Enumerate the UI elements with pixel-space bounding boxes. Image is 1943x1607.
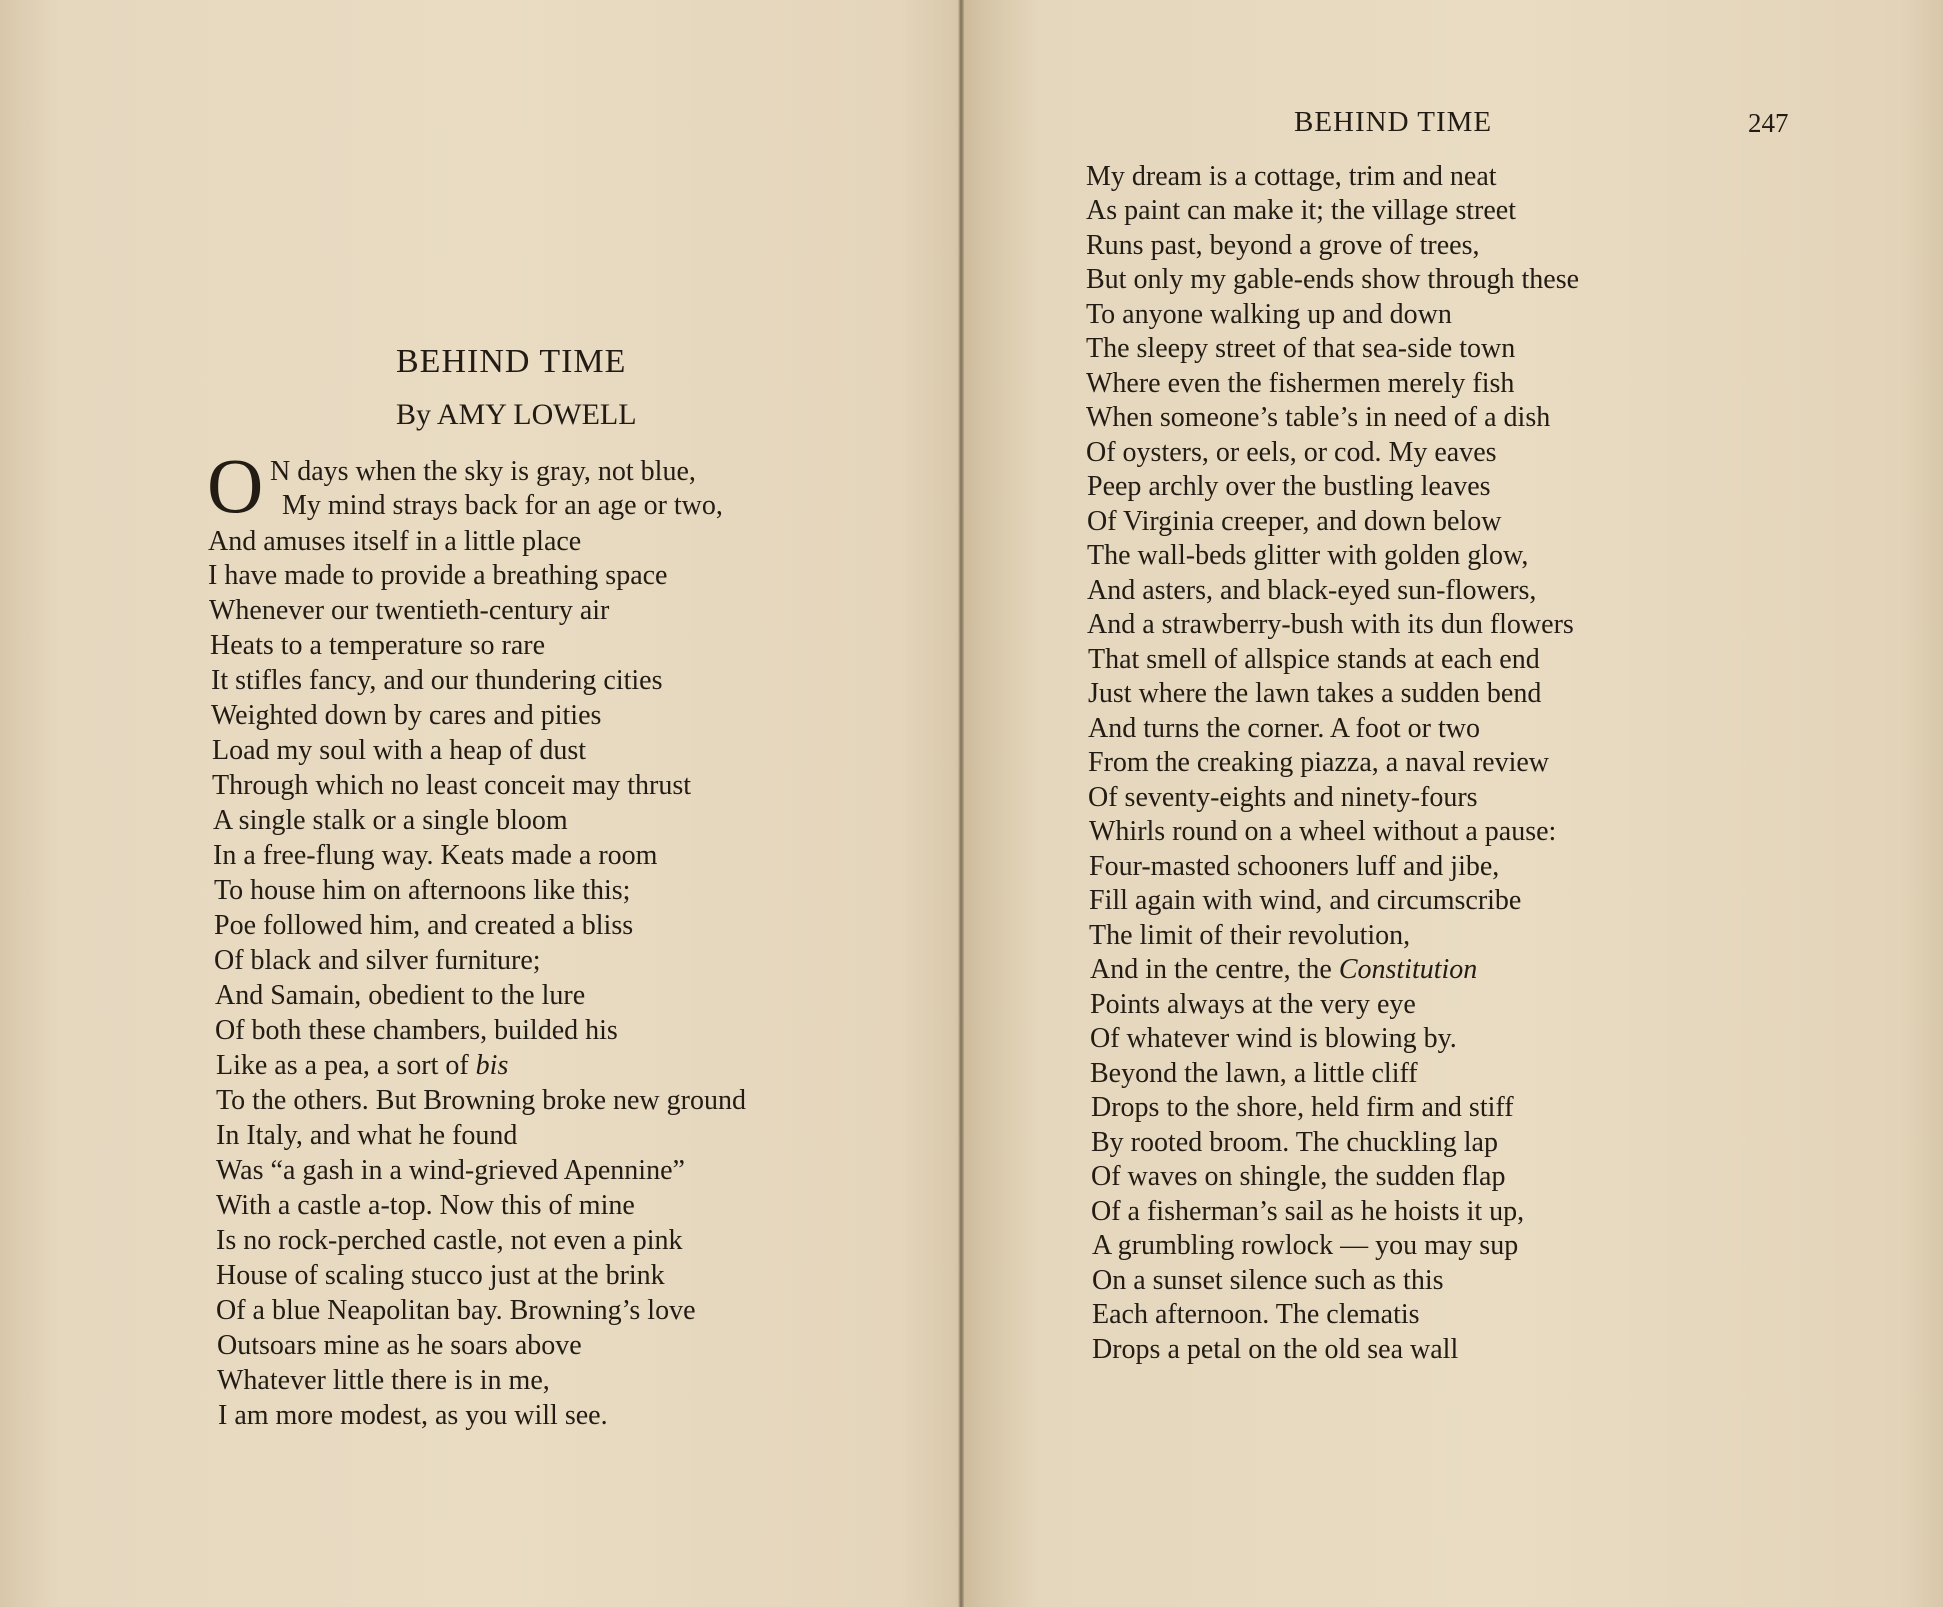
poem-line: Poe followed him, and created a bliss <box>214 910 634 941</box>
poem-line: But only my gable-ends show through these <box>1086 264 1580 295</box>
poem-line: Of waves on shingle, the sudden flap <box>1091 1161 1506 1192</box>
poem-line: My mind strays back for an age or two, <box>282 490 723 521</box>
poem-line: It stifles fancy, and our thundering cities <box>211 665 663 696</box>
poem-line: In a free-flung way. Keats made a room <box>213 840 658 871</box>
poem-line-with-italic <box>1090 953 1477 987</box>
poem-line: House of scaling stucco just at the brink <box>216 1260 665 1291</box>
poem-line-text: Like as a pea, a sort of <box>216 1050 476 1081</box>
poem-line: That smell of allspice stands at each end <box>1088 644 1540 675</box>
poem-line: Was “a gash in a wind-grieved Apennine” <box>216 1155 685 1186</box>
poem-line: Just where the lawn takes a sudden bend <box>1088 678 1542 709</box>
poem-line: And amuses itself in a little place <box>208 526 582 557</box>
poem-line: Peep archly over the bustling leaves <box>1087 471 1491 502</box>
poem-line: Points always at the very eye <box>1090 989 1416 1020</box>
poem-line: Is no rock-perched castle, not even a pink <box>216 1225 683 1256</box>
poem-line: The wall-beds glitter with golden glow, <box>1087 540 1529 571</box>
poem-line-with-italic <box>216 1049 508 1083</box>
poem-line: Through which no least conceit may thrust <box>212 770 691 801</box>
poem-line: A grumbling rowlock — you may sup <box>1092 1230 1519 1261</box>
poem-line: I have made to provide a breathing space <box>208 560 668 591</box>
italic-word-constitution: Constitution <box>1338 954 1478 985</box>
left-poem-lines <box>208 455 908 1435</box>
poem-line: Of both these chambers, builded his <box>215 1015 618 1046</box>
poem-line: Heats to a temperature so rare <box>210 630 546 661</box>
poem-line: Whirls round on a wheel without a pause: <box>1089 816 1557 847</box>
poem-byline <box>396 398 637 432</box>
poem-line: And asters, and black-eyed sun-flowers, <box>1087 575 1537 606</box>
poem-line: To the others. But Browning broke new ground <box>216 1085 746 1116</box>
poem-line: Each afternoon. The clematis <box>1092 1299 1420 1330</box>
poem-line: With a castle a-top. Now this of mine <box>216 1190 635 1221</box>
poem-line: Whatever little there is in me, <box>217 1365 550 1396</box>
poem-line: The limit of their revolution, <box>1089 920 1411 951</box>
poem-line: Beyond the lawn, a little cliff <box>1090 1058 1418 1089</box>
poem-line: I am more modest, as you will see. <box>218 1400 608 1431</box>
poem-line: Of whatever wind is blowing by. <box>1090 1023 1457 1054</box>
poem-line: A single stalk or a single bloom <box>213 805 568 836</box>
poem-line: When someone’s table’s in need of a dish <box>1086 402 1551 433</box>
poem-line: Where even the fishermen merely fish <box>1086 368 1515 399</box>
poem-line: By rooted broom. The chuckling lap <box>1091 1127 1498 1158</box>
poem-line: Of black and silver furniture; <box>214 945 541 976</box>
poem-line: N days when the sky is gray, not blue, <box>270 456 696 487</box>
poem-line-text: And in the centre, the <box>1090 954 1339 985</box>
poem-line: Of oysters, or eels, or cod. My eaves <box>1086 437 1497 468</box>
poem-line: From the creaking piazza, a naval review <box>1088 747 1550 778</box>
poem-line: And a strawberry-bush with its dun flowers <box>1087 609 1574 640</box>
poem-line: And turns the corner. A foot or two <box>1088 713 1480 744</box>
poem-line: Of a fisherman’s sail as he hoists it up, <box>1091 1196 1525 1227</box>
italic-word-bis: bis <box>475 1050 509 1081</box>
poem-line: Of seventy-eights and ninety-fours <box>1088 782 1478 813</box>
poem-line: As paint can make it; the village street <box>1086 195 1516 226</box>
poem-line: My dream is a cottage, trim and neat <box>1086 161 1497 192</box>
poem-line: Load my soul with a heap of dust <box>212 735 587 766</box>
poem-line: Drops a petal on the old sea wall <box>1092 1334 1459 1365</box>
byline-prefix-text: By <box>396 398 432 431</box>
page-number: 247 <box>1748 108 1789 138</box>
poem-line: To anyone walking up and down <box>1086 299 1452 330</box>
poem-line: Whenever our twentieth-century air <box>209 595 610 626</box>
running-head: BEHIND TIME <box>1294 106 1493 138</box>
poem-line: On a sunset silence such as this <box>1092 1265 1444 1296</box>
poem-line: Of a blue Neapolitan bay. Browning’s love <box>216 1295 696 1326</box>
poem-line: Four-masted schooners luff and jibe, <box>1089 851 1500 882</box>
poem-line: To house him on afternoons like this; <box>214 875 631 906</box>
poem-line: Drops to the shore, held firm and stiff <box>1091 1092 1514 1123</box>
poem-line: Of Virginia creeper, and down below <box>1087 506 1502 537</box>
poem-line: And Samain, obedient to the lure <box>215 980 586 1011</box>
byline-author: AMY LOWELL <box>436 398 637 431</box>
poem-line: Outsoars mine as he soars above <box>217 1330 582 1361</box>
poem-title: BEHIND TIME <box>396 343 627 380</box>
right-poem-lines <box>1086 160 1906 1380</box>
drop-cap: O <box>207 442 264 529</box>
poem-line: Weighted down by cares and pities <box>211 700 602 731</box>
poem-line: Fill again with wind, and circumscribe <box>1089 885 1522 916</box>
poem-line: Runs past, beyond a grove of trees, <box>1086 230 1480 261</box>
poem-line: The sleepy street of that sea-side town <box>1086 333 1516 364</box>
poem-line: In Italy, and what he found <box>216 1120 518 1151</box>
byline-prefix <box>396 398 431 431</box>
